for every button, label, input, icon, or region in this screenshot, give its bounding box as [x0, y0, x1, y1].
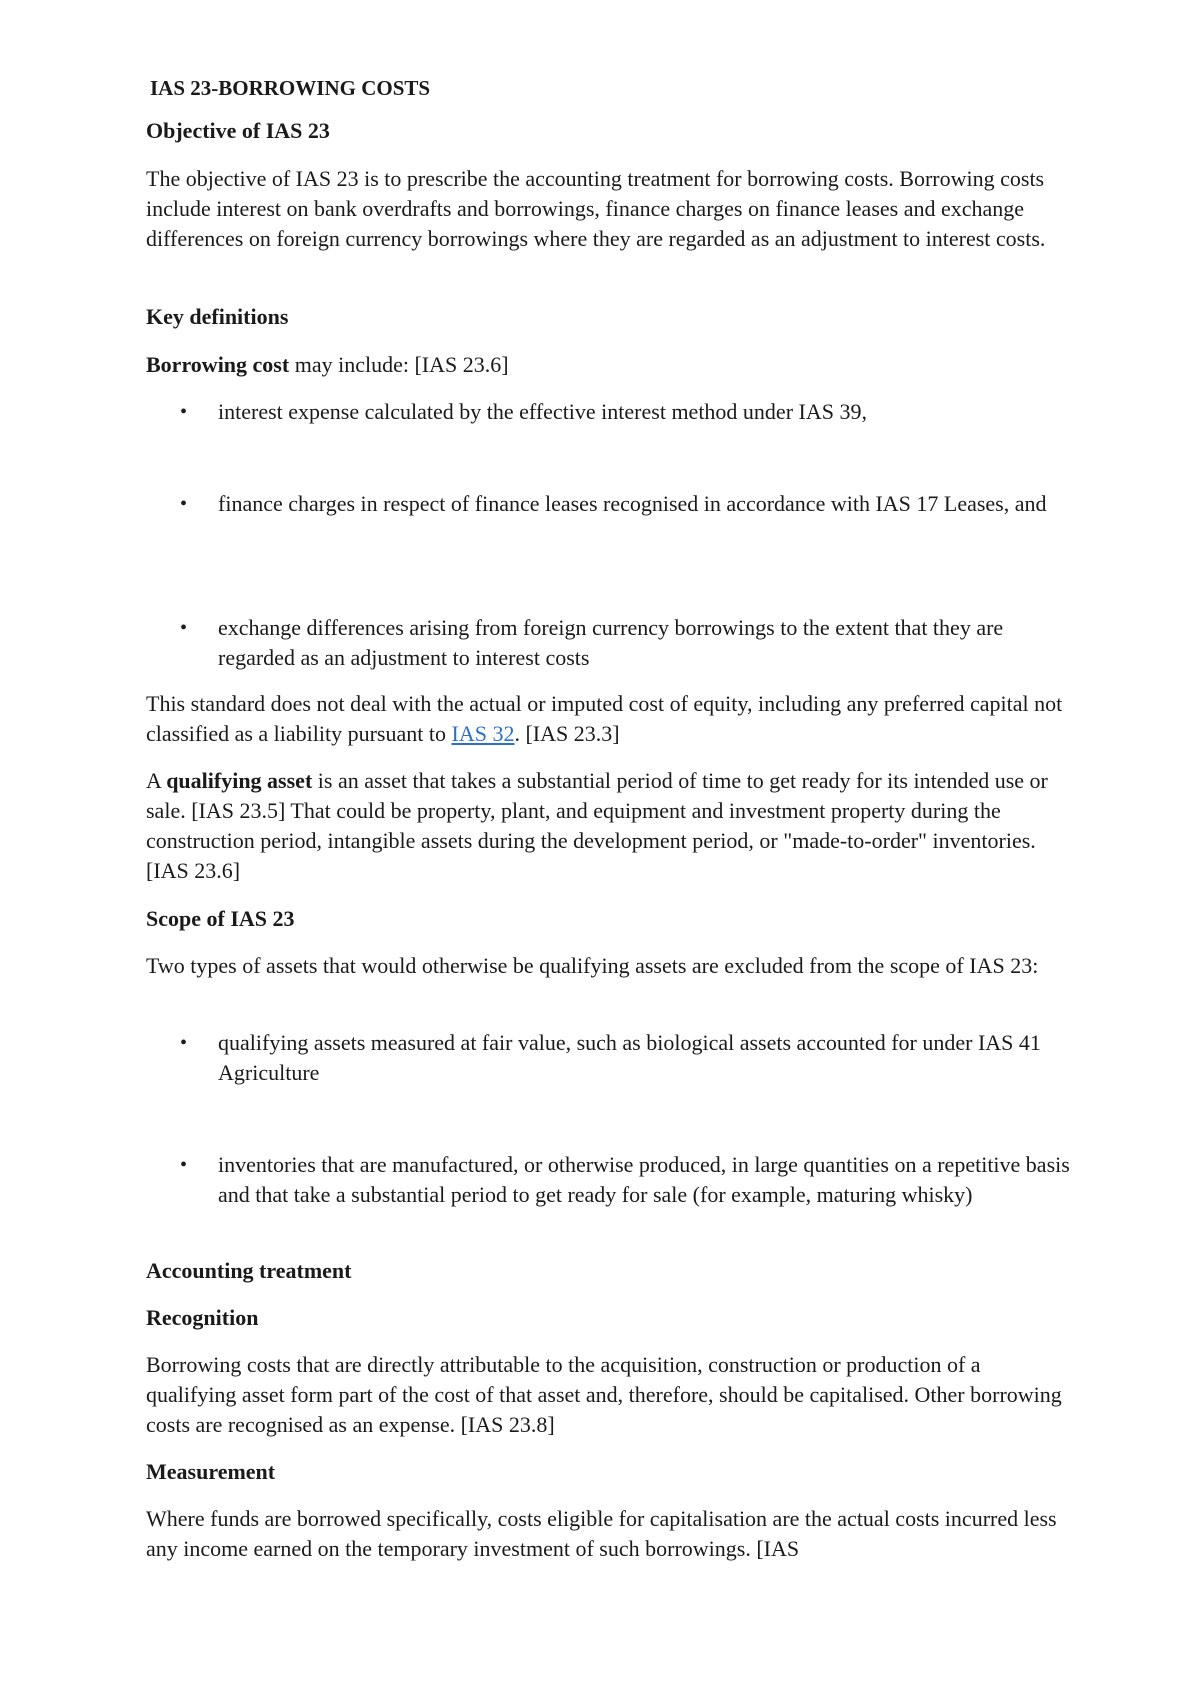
measurement-heading: Measurement: [146, 1459, 276, 1484]
scope-paragraph: Two types of assets that would otherwise be qualifying assets are excluded from the scope of IAS 23:: [146, 953, 1039, 978]
list-item: interest expense calculated by the effective interest method under IAS 39,: [218, 399, 867, 424]
cost-of-equity-paragraph: [146, 689, 1076, 749]
borrowing-cost-term: Borrowing cost: [146, 352, 290, 377]
list-item: finance charges in respect of finance leases recognised in accordance with IAS 17 Leases, and: [218, 491, 1047, 516]
objective-paragraph: The objective of IAS 23 is to prescribe the accounting treatment for borrowing costs. Borrowing costs include interest on bank overdrafts and borrowings, finance charges on finance leases and exchange differences on foreign currency borrowings where they are regarded as an adjustment to interest costs.: [146, 166, 1046, 251]
bullet-icon: •: [180, 493, 188, 515]
qualifying-asset-term: qualifying asset: [166, 768, 313, 793]
bullet-icon: •: [180, 1154, 188, 1176]
qualifying-asset-rest: is an asset that takes a substantial period of time to get ready for its intended use or sale. [IAS 23.5] That could be property, plant, and equipment and investment property during the construction period, intangible assets during the development period, or "made-to-order" inventories. [IAS 23.6]: [146, 768, 1048, 883]
document-title: IAS 23-BORROWING COSTS: [150, 76, 431, 100]
qualifying-asset-paragraph: [146, 766, 1076, 886]
list-item: inventories that are manufactured, or otherwise produced, in large quantities on a repetitive basis and that take a substantial period to get ready for sale (for example, maturing whisky): [218, 1152, 1070, 1207]
list-item: exchange differences arising from foreign currency borrowings to the extent that they are regarded as an adjustment to interest costs: [218, 615, 1004, 670]
recognition-paragraph: Borrowing costs that are directly attributable to the acquisition, construction or production of a qualifying asset form part of the cost of that asset and, therefore, should be capitalised. Other borrowing costs are recognised as an expense. [IAS 23.8]: [146, 1352, 1062, 1437]
borrowing-cost-rest: may include: [IAS 23.6]: [289, 352, 509, 377]
borrowing-cost-paragraph: [146, 350, 1076, 380]
bullet-icon: •: [180, 401, 188, 423]
equity-text: This standard does not deal with the actual or imputed cost of equity, including any preferred capital not classified as a liability pursuant to: [146, 691, 1063, 746]
accounting-treatment-heading: Accounting treatment: [146, 1258, 352, 1283]
bullet-icon: •: [180, 617, 188, 639]
scope-heading: Scope of IAS 23: [146, 906, 295, 931]
bullet-icon: •: [180, 1032, 188, 1054]
ias-32-link[interactable]: IAS 32: [451, 721, 515, 746]
key-definitions-heading: Key definitions: [146, 304, 289, 329]
objective-heading: Objective of IAS 23: [146, 118, 330, 143]
list-item: qualifying assets measured at fair value, such as biological assets accounted for under IAS 41 Agriculture: [218, 1030, 1041, 1085]
recognition-heading: Recognition: [146, 1305, 259, 1330]
qualifying-prefix: A: [146, 768, 167, 793]
equity-text-end: . [IAS 23.3]: [514, 721, 620, 746]
measurement-paragraph: Where funds are borrowed specifically, costs eligible for capitalisation are the actual costs incurred less any income earned on the temporary investment of such borrowings. [IAS: [146, 1506, 1057, 1561]
